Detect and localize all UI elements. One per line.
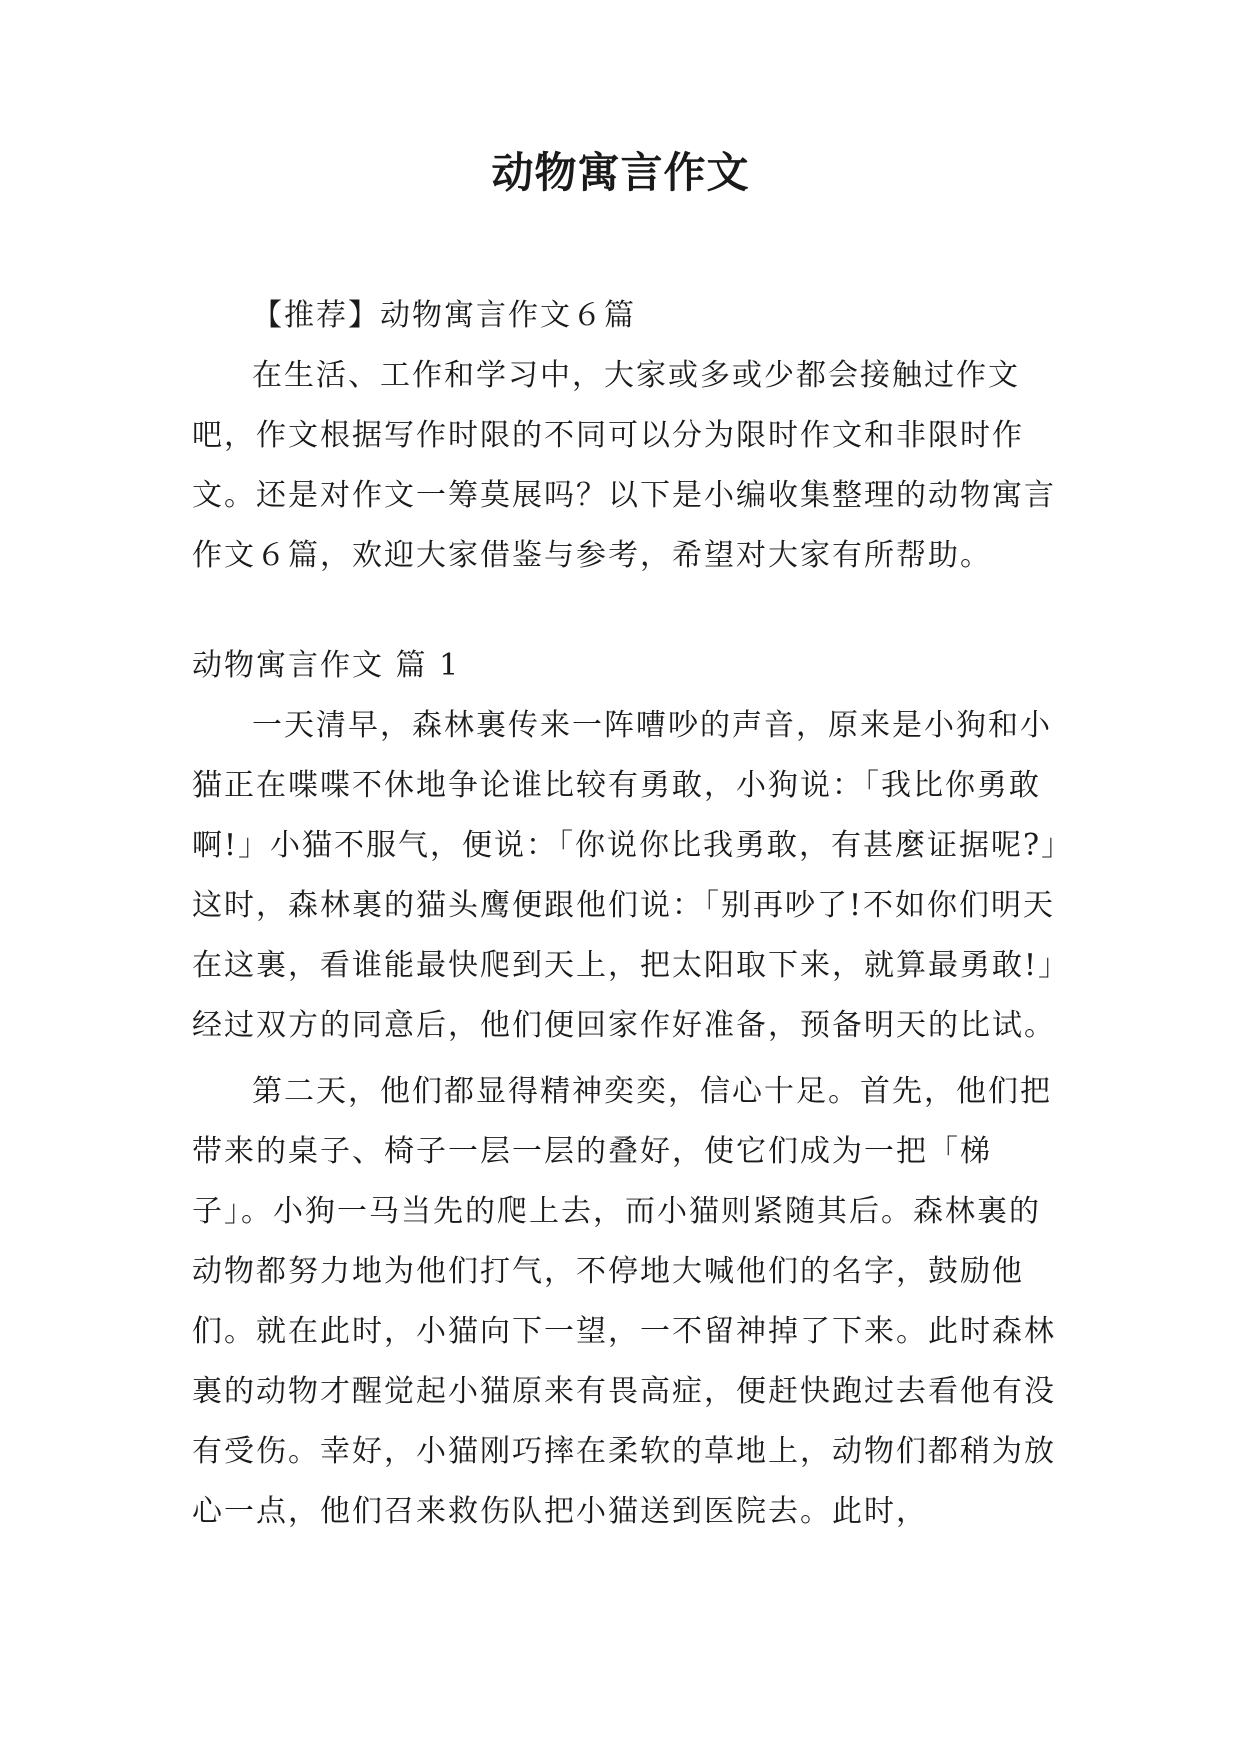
intro-paragraph: 在生活、工作和学习中，大家或多或少都会接触过作文吧，作文根据写作时限的不同可以分为限时作文和非限时作文。还是对作文一筹莫展吗？以下是小编收集整理的动物寓言作文６篇，欢迎大家借鉴与参考，希望对大家有所帮助。 xyxy=(192,358,1056,573)
body-paragraph-1: 一天清早，森林裏传来一阵嘈吵的声音，原来是小狗和小猫正在喋喋不休地争论谁比较有勇敢，小狗说：「我比你勇敢啊!」小猫不服气，便说：「你说你比我勇敢，有甚麼证据呢?」这时，森林裏的猫头鹰便跟他们说：「别再吵了!不如你们明天在这裏，看谁能最快爬到天上，把太阳取下来，就算最勇敢!」经过双方的同意后，他们便回家作好准备，预备明天的比试。 xyxy=(192,708,1071,1043)
intro-block xyxy=(192,286,1072,586)
body-paragraph-2: 第二天，他们都显得精神奕奕，信心十足。首先，他们把带来的桌子、椅子一层一层的叠好，使它们成为一把「梯子」。小狗一马当先的爬上去，而小猫则紧随其后。森林裏的动物都努力地为他们打气，不停地大喊他们的名字，鼓励他们。就在此时，小猫向下一望，一不留神掉了下来。此时森林裏的动物才醒觉起小猫原来有畏高症，便赶快跑过去看他有没有受伤。幸好，小猫刚巧摔在柔软的草地上，动物们都稍为放心一点，他们召来救伤队把小猫送到医院去。此时， xyxy=(192,1074,1056,1529)
section-block xyxy=(192,636,1072,1542)
document-title: 动物寓言作文 xyxy=(491,148,750,197)
section-heading: 动物寓言作文 篇 1 xyxy=(192,648,461,683)
intro-heading: 【推荐】动物寓言作文６篇 xyxy=(252,298,636,333)
